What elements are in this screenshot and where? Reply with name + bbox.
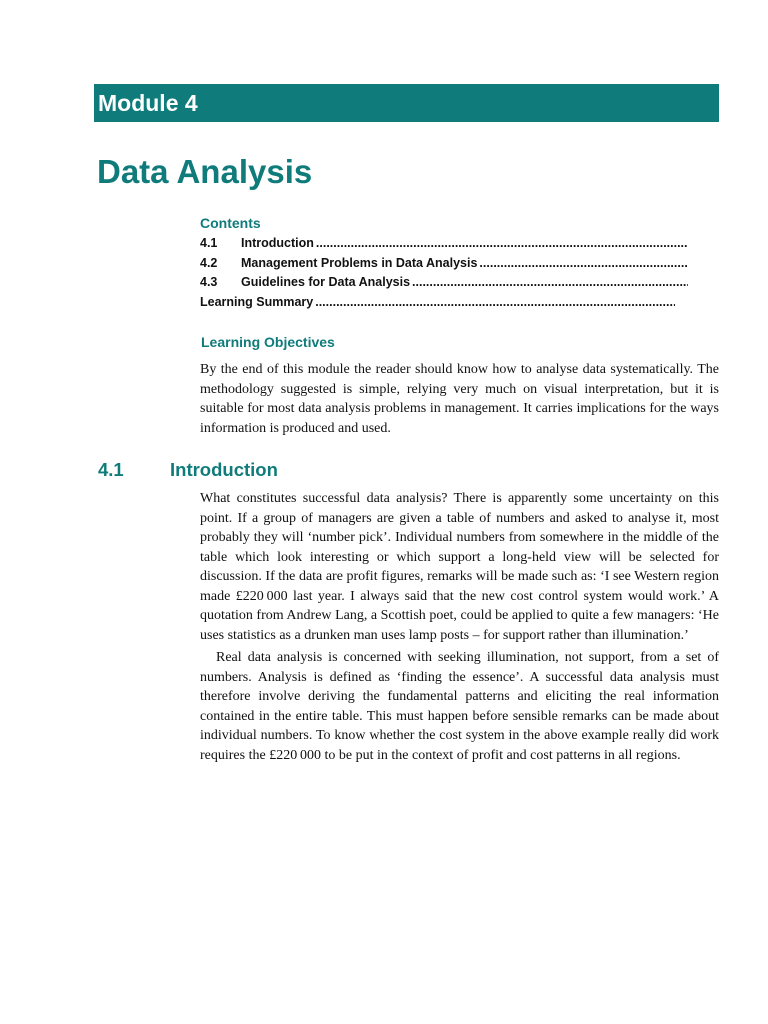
toc-entry-management-problems[interactable]: [200, 256, 688, 276]
toc-entry-title: Introduction: [241, 236, 314, 250]
section-title: Introduction: [170, 459, 278, 480]
toc-entry-title: Guidelines for Data Analysis: [241, 275, 411, 289]
contents-heading: Contents: [200, 215, 261, 231]
section-number: 4.1: [98, 459, 124, 480]
toc-entry-guidelines[interactable]: [200, 275, 688, 295]
toc-dot-leader: [479, 256, 688, 270]
toc-entry-number: 4.1: [200, 236, 218, 250]
learning-objectives-body: [200, 360, 719, 438]
toc-entry-learning-summary[interactable]: [200, 295, 688, 315]
learning-objectives-heading: Learning Objectives: [201, 334, 335, 350]
introduction-paragraph: What constitutes successful data analysis? There is apparently some uncertainty on this point. If a group of managers are given a table of numbers and asked to analyse it, most probably they will ‘number pick’. Individual numbers from somewhere in the middle of the table which look interesting or which support a long-held view will be selected for discussion. If the data are profit figures, remarks will be made such as: ‘I see Western region made £220 000 last year. I always said that the new cost control system would work.’ A quotation from Andrew Lang, a Scottish poet, could be applied to quite a few managers: ‘He uses statistics as a drunken man uses lamp posts – for support rather than illumination.’: [200, 491, 719, 643]
toc-dot-leader: [315, 295, 675, 309]
toc-entry-title: Management Problems in Data Analysis: [241, 255, 478, 270]
page-title: Data Analysis: [97, 153, 313, 190]
module-label: Module 4: [98, 90, 198, 116]
introduction-body: [200, 489, 719, 765]
introduction-paragraph: Real data analysis is concerned with seeking illumination, not support, from a set of numbers. Analysis is defined as ‘finding the essence’. A successful data analysis must therefore involve deriving the fundamental patterns and eliciting the real information contained in the entire table. This must happen before sensible remarks can be made about individual numbers. To know whether the cost system in the above example really did work requires the £220 000 to be put in the context of profit and cost patterns in all regions.: [200, 650, 719, 763]
toc-entry-number: 4.3: [200, 275, 218, 289]
toc-dot-leader: [412, 275, 688, 289]
toc-entry-introduction[interactable]: [200, 236, 688, 256]
toc-dot-leader: [316, 236, 688, 250]
toc-entry-title: Learning Summary: [200, 294, 314, 309]
learning-objectives-paragraph: By the end of this module the reader should know how to analyse data systematically. The methodology suggested is simple, relying very much on visual interpretation, but it is suitable for most data analysis problems in management. It carries implications for the ways information is produced and used.: [200, 362, 719, 436]
table-of-contents: [200, 236, 688, 314]
toc-entry-number: 4.2: [200, 255, 218, 270]
module-header-bar: [94, 84, 719, 122]
